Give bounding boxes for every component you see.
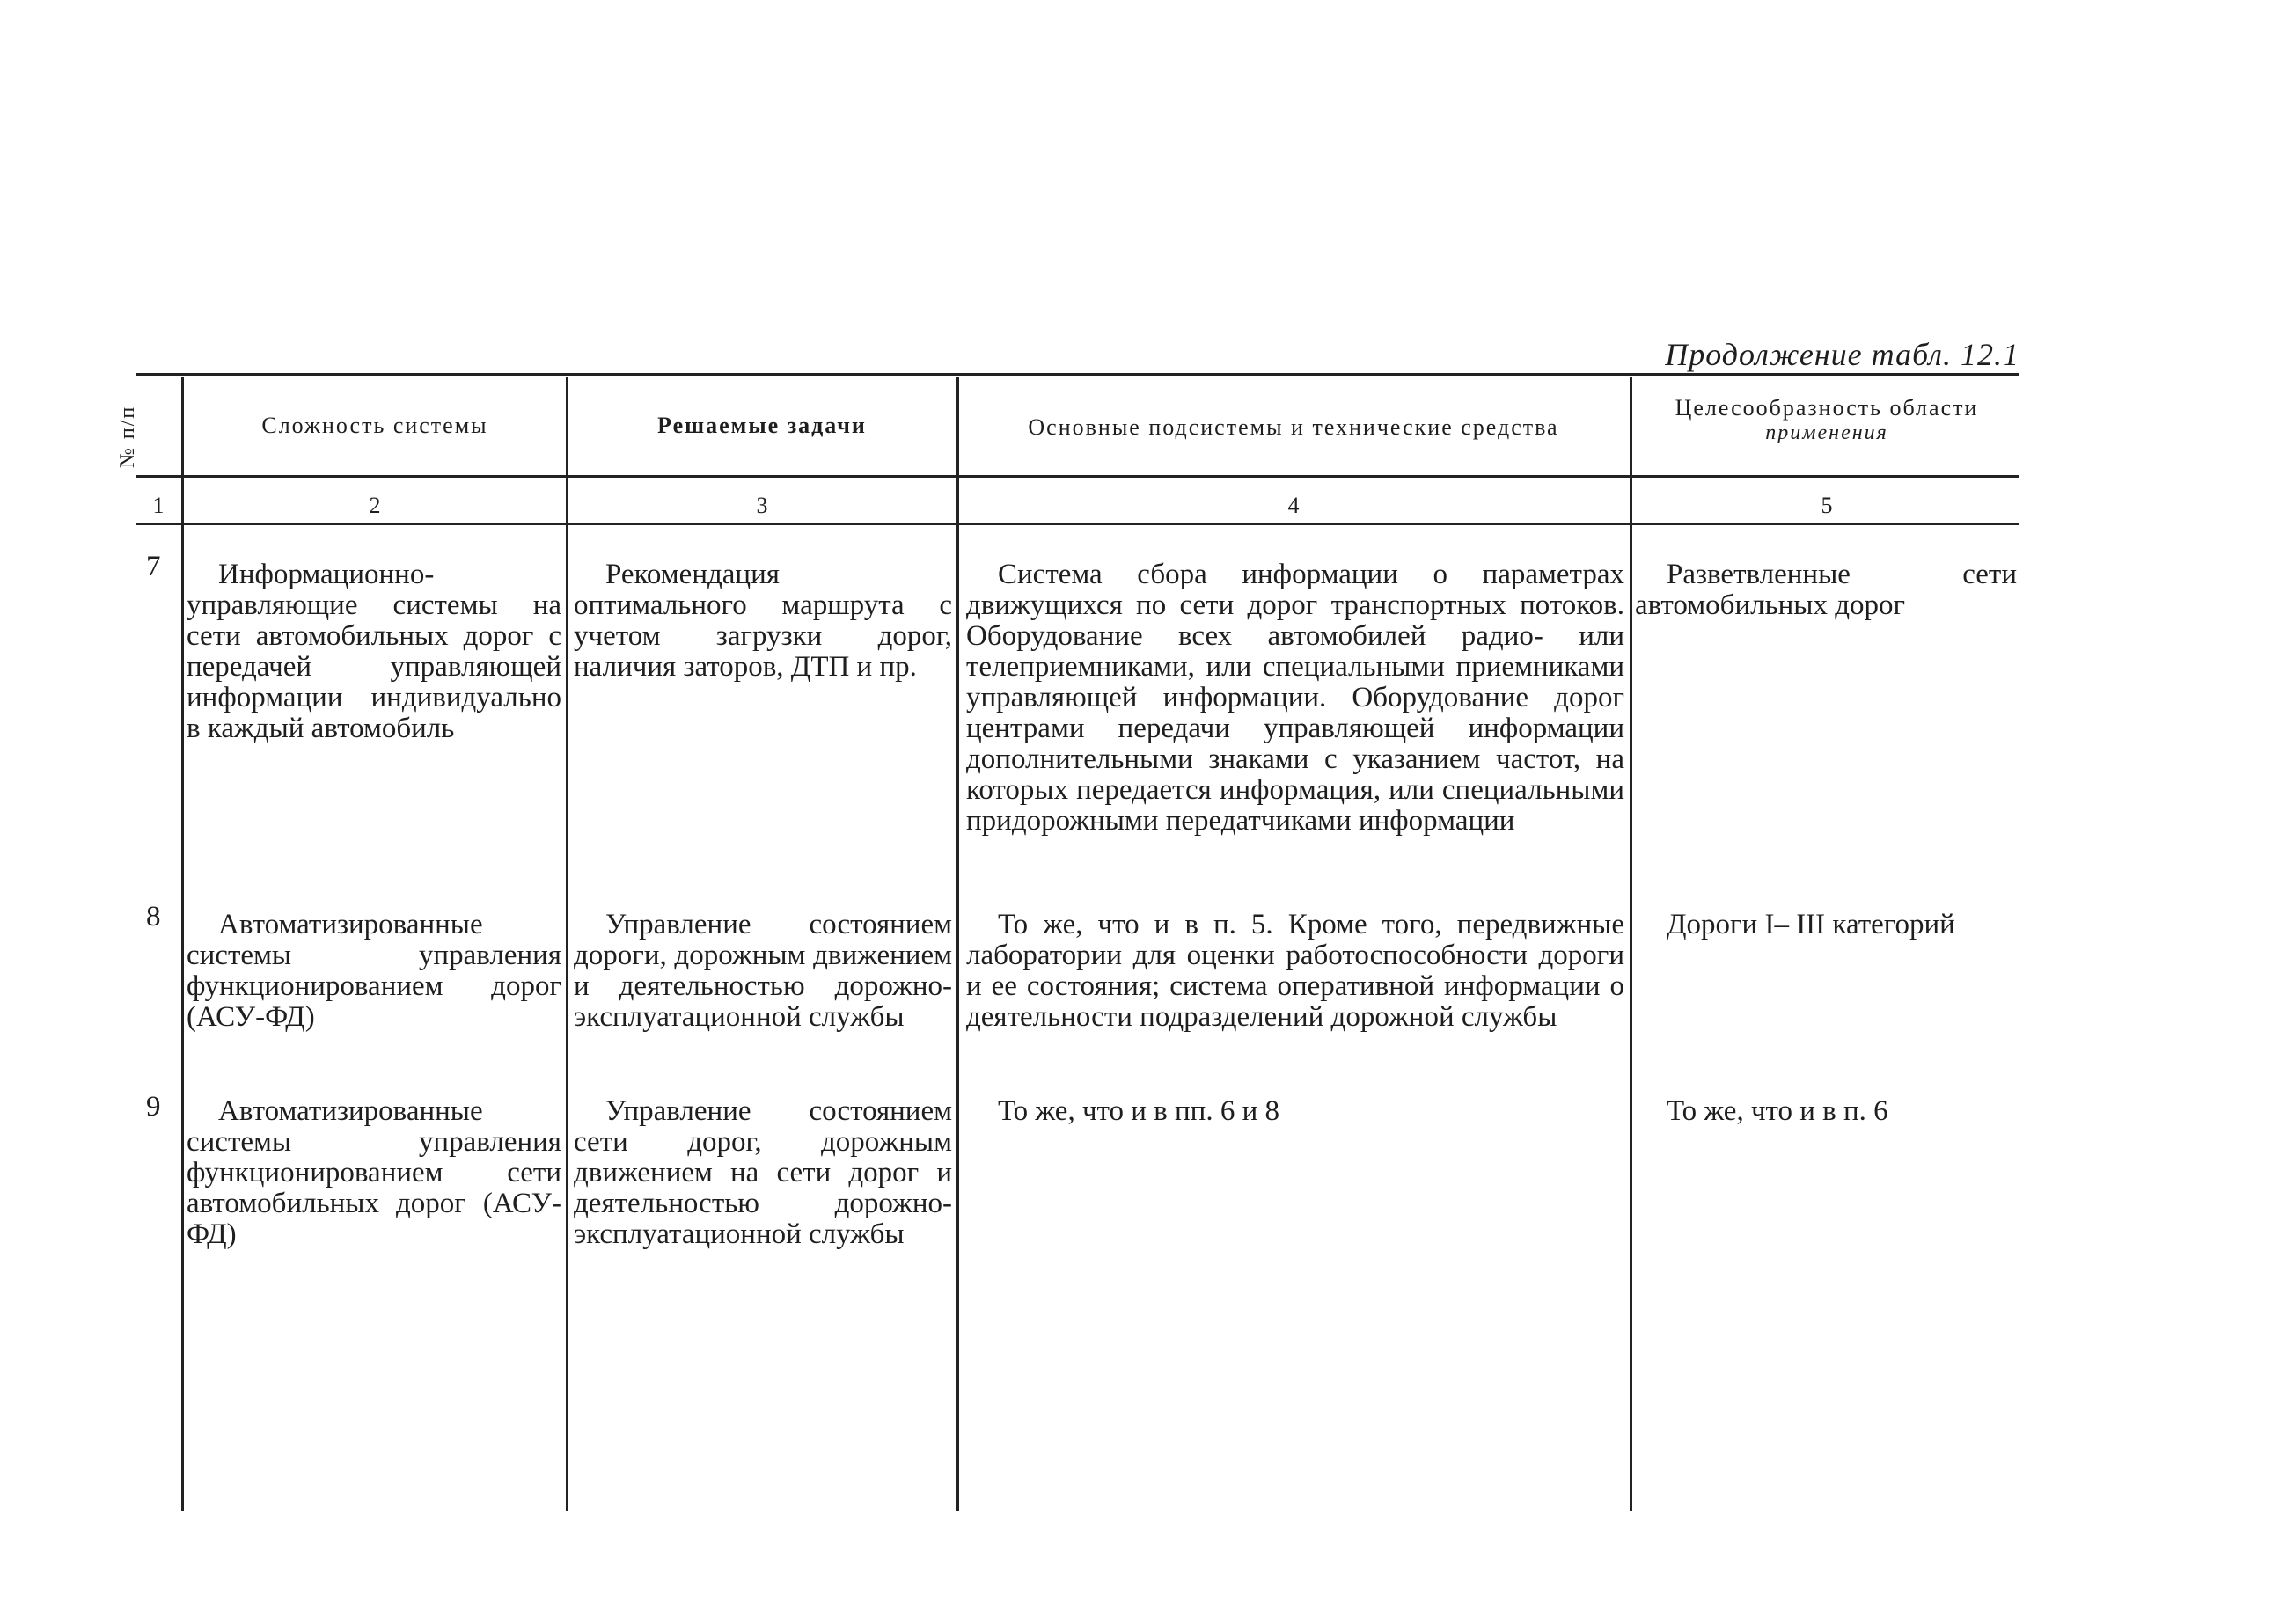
header-rule (136, 475, 2019, 478)
column-divider-4 (1630, 377, 1632, 1511)
column-number-1: 1 (152, 493, 165, 518)
row-number: 8 (146, 901, 161, 933)
column-divider-2 (566, 377, 568, 1511)
row-number: 9 (146, 1091, 161, 1123)
row-complexity: Автоматизированные системы управления функционированием дорог (АСУ-ФД) (187, 909, 561, 1033)
column-number-2: 2 (369, 493, 381, 518)
row-tasks: Управление состоянием дороги, дорожным движением и деятельностью дорожно-эксплуатационной службы (574, 909, 952, 1033)
column-divider-1 (181, 377, 184, 1511)
row-subsystems: То же, что и в пп. 6 и 8 (998, 1095, 1279, 1127)
row-tasks: Управление состоянием сети дорог, дорожным движением на сети дорог и деятельностью дорожно-эксплуатационной службы (574, 1095, 952, 1250)
row-complexity: Информационно-управляющие системы на сети автомобильных дорог с передачей управляющей информации индивидуально в каждый автомобиль (187, 559, 561, 744)
row-application: Дороги I– III категорий (1667, 909, 1955, 940)
column-number-3: 3 (756, 493, 768, 518)
row-application: Разветвленные сети автомобильных дорог (1635, 559, 2017, 621)
column-number-5: 5 (1821, 493, 1833, 518)
row-subsystems: То же, что и в п. 5. Кроме того, передвижные лаборатории для оценки работоспособности дороги и ее состояния; система оперативной информации о деятельности подразделений дорожной службы (966, 909, 1624, 1033)
row-number: 7 (146, 551, 161, 582)
column-divider-3 (956, 377, 959, 1511)
header-application-line1: Целесообразность области (1675, 395, 1979, 421)
header-complexity: Сложность системы (261, 413, 488, 438)
header-application-line2: применения (1765, 421, 1888, 444)
row-tasks: Рекомендация оптимального маршрута с учетом загрузки дорог, наличия заторов, ДТП и пр. (574, 559, 952, 683)
header-number-column: № п/п (116, 405, 139, 468)
table-caption: Продолжение табл. 12.1 (1665, 337, 2019, 372)
row-application: То же, что и в п. 6 (1667, 1095, 1888, 1127)
column-number-4: 4 (1287, 493, 1300, 518)
row-complexity: Автоматизированные системы управления функционированием сети автомобильных дорог (АСУ-ФД) (187, 1095, 561, 1250)
header-subsystems: Основные подсистемы и технические средства (1028, 414, 1559, 440)
header-application (1635, 396, 2019, 445)
row-subsystems: Система сбора информации о параметрах движущихся по сети дорог транспортных потоков. Оборудование всех автомобилей радио- или телеприемниками, или специальными приемниками управляющей информации. Оборудование дорог центрами передачи управляющей информации дополнительными знаками с указанием частот, на которых передается информация, или специальными придорожными передатчиками информации (966, 559, 1624, 837)
header-tasks: Решаемые задачи (657, 413, 867, 438)
column-number-rule (136, 523, 2019, 525)
table-top-rule (136, 373, 2019, 376)
